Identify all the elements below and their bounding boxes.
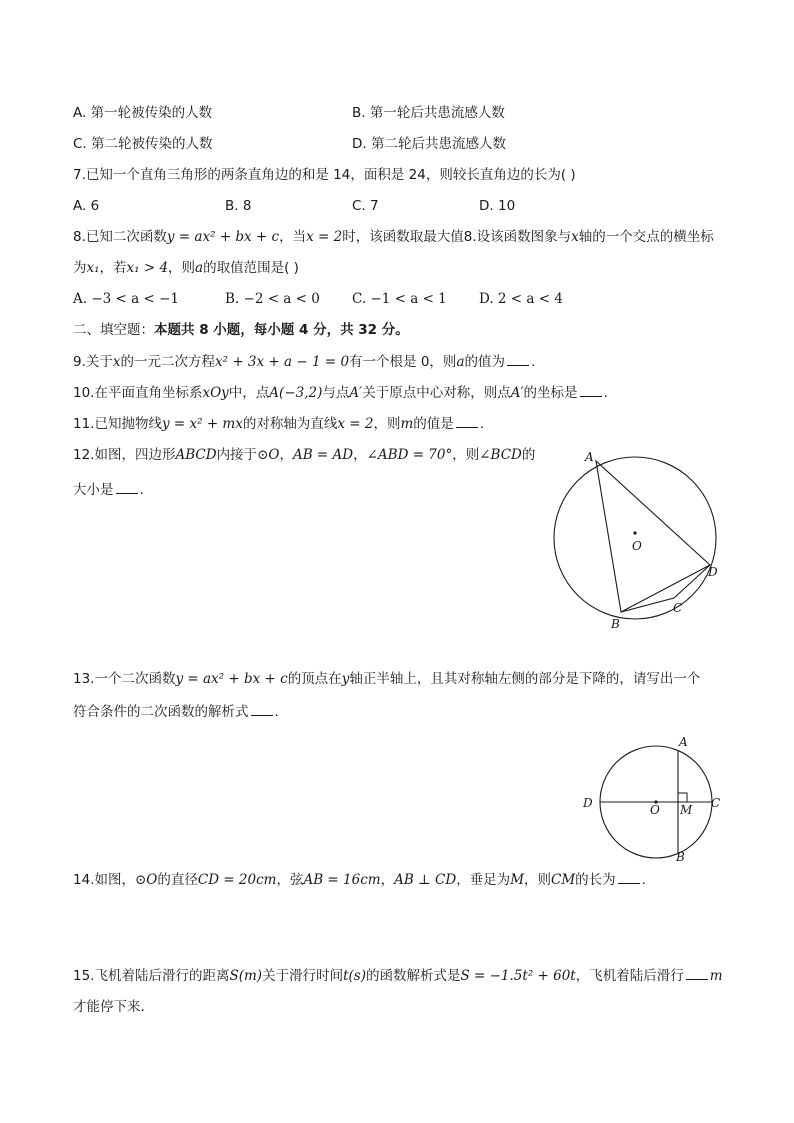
q12-text: ， xyxy=(353,447,367,463)
q12-quadrilateral: ABCD xyxy=(175,447,217,463)
q8-text: 轴的一个交点的横坐标 xyxy=(578,229,714,245)
q15-time: t(s) xyxy=(343,968,366,984)
q7-stem: 7.已知一个直角三角形的两条直角边的和是 14，面积是 24，则较长直角边的长为( ) xyxy=(73,167,576,183)
q14-text: 的直径 xyxy=(157,872,198,888)
label-m: M xyxy=(680,803,693,817)
q6-option-c: C. 第二轮被传染的人数 xyxy=(73,136,213,152)
q9-a-var: a xyxy=(456,354,465,370)
q10-coord-system: xOy xyxy=(202,385,229,401)
q14-text: ， xyxy=(380,872,395,888)
q8-text: ，当 xyxy=(279,229,307,245)
q7-option-b: B. 8 xyxy=(225,198,252,214)
q10-point-a: A(−3,2) xyxy=(269,385,323,401)
q14-text: ，则 xyxy=(524,872,552,888)
q14-circle: ⊙O xyxy=(134,872,158,888)
q9-text: 的一元二次方程 xyxy=(120,354,216,370)
q10-text: 的坐标是 xyxy=(523,385,578,401)
q14-cm: CM xyxy=(551,872,576,888)
q7-option-d: D. 10 xyxy=(479,198,516,214)
q8-x-value: x = 2 xyxy=(306,229,343,245)
q14-perpendicular: AB ⊥ CD xyxy=(394,872,457,888)
q15-text: 的函数解析式是 xyxy=(365,968,461,984)
label-c: C xyxy=(673,601,683,615)
q12-text: ， xyxy=(279,447,293,463)
q14-diameter: CD = 20cm xyxy=(197,872,277,888)
q12-stem-line1 xyxy=(73,446,535,464)
q8-x-axis: x xyxy=(571,229,579,245)
q10-text: 10.在平面直角坐标系 xyxy=(73,385,203,401)
q14-text: ，弦 xyxy=(276,872,304,888)
q11-text: ，则 xyxy=(373,416,401,432)
q13-text: 的顶点在 xyxy=(287,671,342,687)
q13-text: 轴正半轴上，且其对称轴左侧的部分是下降的，请写出一个 xyxy=(349,671,701,687)
q15-answer-blank[interactable] xyxy=(686,966,708,980)
q9-x: x xyxy=(112,354,121,370)
q14-answer-blank[interactable] xyxy=(618,870,640,884)
q12-text: 内接于 xyxy=(216,447,258,463)
label-b: B xyxy=(676,850,685,864)
q10-text: 关于原点中心对称，则点 xyxy=(362,385,511,401)
q8-x1: x₁ xyxy=(86,260,100,276)
q12-condition: AB = AD xyxy=(292,447,354,463)
label-o: O xyxy=(632,539,642,553)
q11-axis: x = 2 xyxy=(337,416,374,432)
q12-stem-line2 xyxy=(73,480,144,499)
q15-stem-line2: 才能停下来. xyxy=(73,999,145,1015)
q8-option-c: C. −1 < a < 1 xyxy=(352,291,447,307)
section-header xyxy=(73,321,409,339)
q8-stem-line2 xyxy=(73,259,299,277)
q9-text: 的值为 xyxy=(464,354,505,370)
q8-text: 时，该函数取最大值8.设该函数图象与 xyxy=(342,229,572,245)
q15-text: 15.飞机着陆后滑行的距离 xyxy=(73,968,230,984)
q8-option-d: D. 2 < a < 4 xyxy=(479,291,563,307)
q8-text: ，若 xyxy=(99,260,127,276)
section-title: 二、填空题： xyxy=(73,322,154,338)
q11-text: . xyxy=(479,416,485,432)
q8-text: 8.已知二次函数 xyxy=(73,229,167,245)
label-a: A xyxy=(679,735,688,749)
q6-option-d: D. 第二轮后共患流感人数 xyxy=(352,136,506,152)
q8-function: y = ax² + bx + c xyxy=(166,229,280,245)
q9-answer-blank[interactable] xyxy=(507,352,529,366)
q6-option-a: A. 第一轮被传染的人数 xyxy=(73,105,213,121)
q10-stem xyxy=(73,383,608,402)
q14-foot-m: M xyxy=(510,872,525,888)
q15-text: ，飞机着陆后滑行 xyxy=(575,968,684,984)
q10-answer-blank[interactable] xyxy=(580,383,602,397)
q11-answer-blank[interactable] xyxy=(456,414,478,428)
q9-equation: x² + 3x + a − 1 = 0 xyxy=(215,354,350,370)
q13-text: . xyxy=(274,704,279,720)
q13-function: y = ax² + bx + c xyxy=(175,671,288,687)
q14-text: 14.如图， xyxy=(73,872,135,888)
q12-text: . xyxy=(139,482,144,498)
q8-text: 的取值范围是( ) xyxy=(203,260,299,276)
right-angle-mark xyxy=(678,793,687,802)
q14-text: 的长为 xyxy=(575,872,616,888)
q13-text: 13.一个二次函数 xyxy=(73,671,176,687)
q10-text: 中，点 xyxy=(228,385,270,401)
q12-figure xyxy=(548,446,728,636)
q6-option-b: B. 第一轮后共患流感人数 xyxy=(352,105,505,121)
q8-option-b: B. −2 < a < 0 xyxy=(225,291,320,307)
q12-angle: ∠BCD xyxy=(479,447,522,463)
q15-text: 关于滑行时间 xyxy=(262,968,344,984)
q12-answer-blank[interactable] xyxy=(116,480,138,494)
q14-figure xyxy=(578,730,728,870)
triangle-abd xyxy=(596,461,710,612)
q9-text: 有一个根是 0，则 xyxy=(349,354,457,370)
q7-option-a: A. 6 xyxy=(73,198,100,214)
q11-parabola: y = x² + mx xyxy=(161,416,243,432)
q10-text: 与点 xyxy=(322,385,350,401)
label-d: D xyxy=(708,565,718,579)
q13-answer-blank[interactable] xyxy=(251,702,273,716)
q8-option-a: A. −3 < a < −1 xyxy=(73,291,179,307)
q11-text: 的值是 xyxy=(413,416,454,432)
q12-text: 12.如图，四边形 xyxy=(73,447,176,463)
q8-condition: x₁ > 4 xyxy=(126,260,169,276)
q14-text: ，垂足为 xyxy=(456,872,511,888)
label-c: C xyxy=(711,796,721,810)
q11-text: 11.已知抛物线 xyxy=(73,416,162,432)
q11-m-var: m xyxy=(400,416,414,432)
q9-text: 9.关于 xyxy=(73,354,113,370)
label-o: O xyxy=(650,803,660,817)
q11-stem xyxy=(73,414,484,433)
q14-text: . xyxy=(641,872,646,888)
q8-text: 为 xyxy=(73,260,87,276)
q8-stem-line1 xyxy=(73,228,714,246)
q12-text: 大小是 xyxy=(73,482,114,498)
q15-unit: m xyxy=(709,968,723,984)
q11-text: 的对称轴为直线 xyxy=(242,416,338,432)
q10-point-a-prime: A′ xyxy=(349,385,363,401)
center-dot xyxy=(633,531,636,534)
circle-o xyxy=(554,457,716,619)
q15-distance: S(m) xyxy=(229,968,263,984)
q12-angle-condition: ∠ABD = 70° xyxy=(366,447,453,463)
q13-stem-line2 xyxy=(73,702,279,721)
q12-circle: ⊙O xyxy=(257,447,280,463)
q9-stem xyxy=(73,352,535,371)
section-instructions: 本题共 8 小题，每小题 4 分，共 32 分。 xyxy=(154,322,409,338)
q15-function: S = −1.5t² + 60t xyxy=(460,968,576,984)
q12-text: ，则 xyxy=(452,447,480,463)
q14-stem xyxy=(73,870,646,889)
q8-a-var: a xyxy=(195,260,204,276)
q13-y-axis: y xyxy=(341,671,350,687)
q13-stem-line1 xyxy=(73,670,700,688)
label-a: A xyxy=(585,450,594,464)
q9-text: . xyxy=(531,354,536,370)
q15-stem-line1 xyxy=(73,966,723,985)
q10-text: . xyxy=(603,385,608,401)
q12-text: 的 xyxy=(521,447,536,463)
q10-point-a-prime: A′ xyxy=(510,385,524,401)
q13-text: 符合条件的二次函数的解析式 xyxy=(73,704,249,720)
q7-option-c: C. 7 xyxy=(352,198,379,214)
q8-text: ，则 xyxy=(168,260,196,276)
q14-chord: AB = 16cm xyxy=(303,872,381,888)
label-b: B xyxy=(611,617,620,631)
label-d: D xyxy=(583,796,593,810)
